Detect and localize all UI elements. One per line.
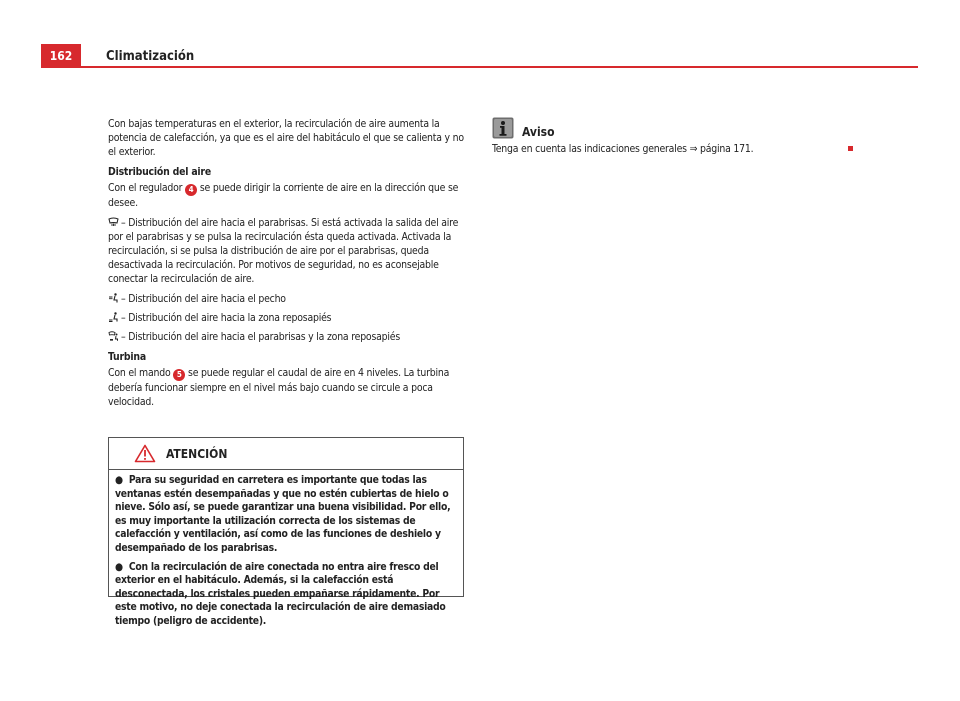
bullet-icon: ●	[115, 560, 123, 573]
warning-header	[109, 438, 463, 470]
bullet-icon: ●	[115, 474, 123, 486]
page-number: 162	[41, 44, 81, 67]
warning-item: ● Con la recirculación de aire conectada no entra aire fresco del exterior en el habitáculo. Además, si la calefacción está desconectada, los cristales pueden empañarse rápidamente. Por este motivo, no deje conectada la recirculación de aire demasiado tiempo (peligro de accidente).	[115, 560, 446, 627]
warning-item: ● Para su seguridad en carretera es importante que todas las ventanas estén desempañadas y que no estén cubiertas de hielo o nieve. Sólo así, se puede garantizar una buena visibilidad. Por ello, es muy importante la utilización correcta de los sistemas de calefacción y ventilación, así como de las funciones de deshielo y desempañado de los parabrisas.	[115, 474, 451, 554]
notice-text: Tenga en cuenta las indicaciones generales ⇒ página 171.	[492, 143, 754, 155]
windshield-footwell-paragraph: – Distribución del aire hacia el parabrisas y la zona reposapiés	[108, 330, 464, 344]
end-of-section-marker	[848, 146, 853, 151]
windshield-airflow-icon	[108, 217, 119, 227]
left-column	[108, 117, 464, 415]
heading-fan: Turbina	[108, 351, 146, 363]
notice-section	[492, 117, 872, 155]
heading-air-distribution: Distribución del aire	[108, 166, 211, 178]
callout-5: 5	[173, 369, 185, 381]
notice-header	[492, 117, 872, 139]
windshield-paragraph: – Distribución del aire hacia el parabrisas. Si está activada la salida del aire por el parabrisas y se pulsa la recirculación ésta queda activada. Activada la recirculación, si se pulsa la distribución de aire por el parabrisas, queda desactivada la recirculación. Por motivos de seguridad, no es aconsejable conectar la recirculación de aire.	[108, 217, 459, 285]
warning-body	[109, 470, 463, 629]
chest-paragraph: – Distribución del aire hacia el pecho	[108, 292, 464, 306]
footwell-paragraph: – Distribución del aire hacia la zona reposapiés	[108, 311, 464, 325]
info-icon	[492, 117, 514, 139]
callout-4: 4	[185, 184, 197, 196]
page-title: Climatización	[106, 49, 195, 64]
footwell-airflow-icon	[108, 312, 119, 322]
notice-title: Aviso	[522, 125, 555, 139]
warning-title: ATENCIÓN	[166, 446, 228, 461]
warning-triangle-icon	[134, 444, 156, 463]
header-rule	[41, 66, 918, 68]
intro-paragraph: Con bajas temperaturas en el exterior, la recirculación de aire aumenta la potencia de calefacción, ya que es el aire del habitáculo el que se calienta y no el exterior.	[108, 118, 464, 158]
fan-paragraph: Con el mando 5 se puede regular el caudal de aire en 4 niveles. La turbina debería funcionar siempre en el nivel más bajo cuando se circule a poca velocidad.	[108, 367, 450, 408]
regulator-paragraph: Con el regulador 4 se puede dirigir la corriente de aire en la dirección que se desee.	[108, 182, 459, 209]
chest-airflow-icon	[108, 293, 119, 303]
warning-box	[108, 437, 464, 627]
windshield-footwell-airflow-icon	[108, 331, 119, 341]
